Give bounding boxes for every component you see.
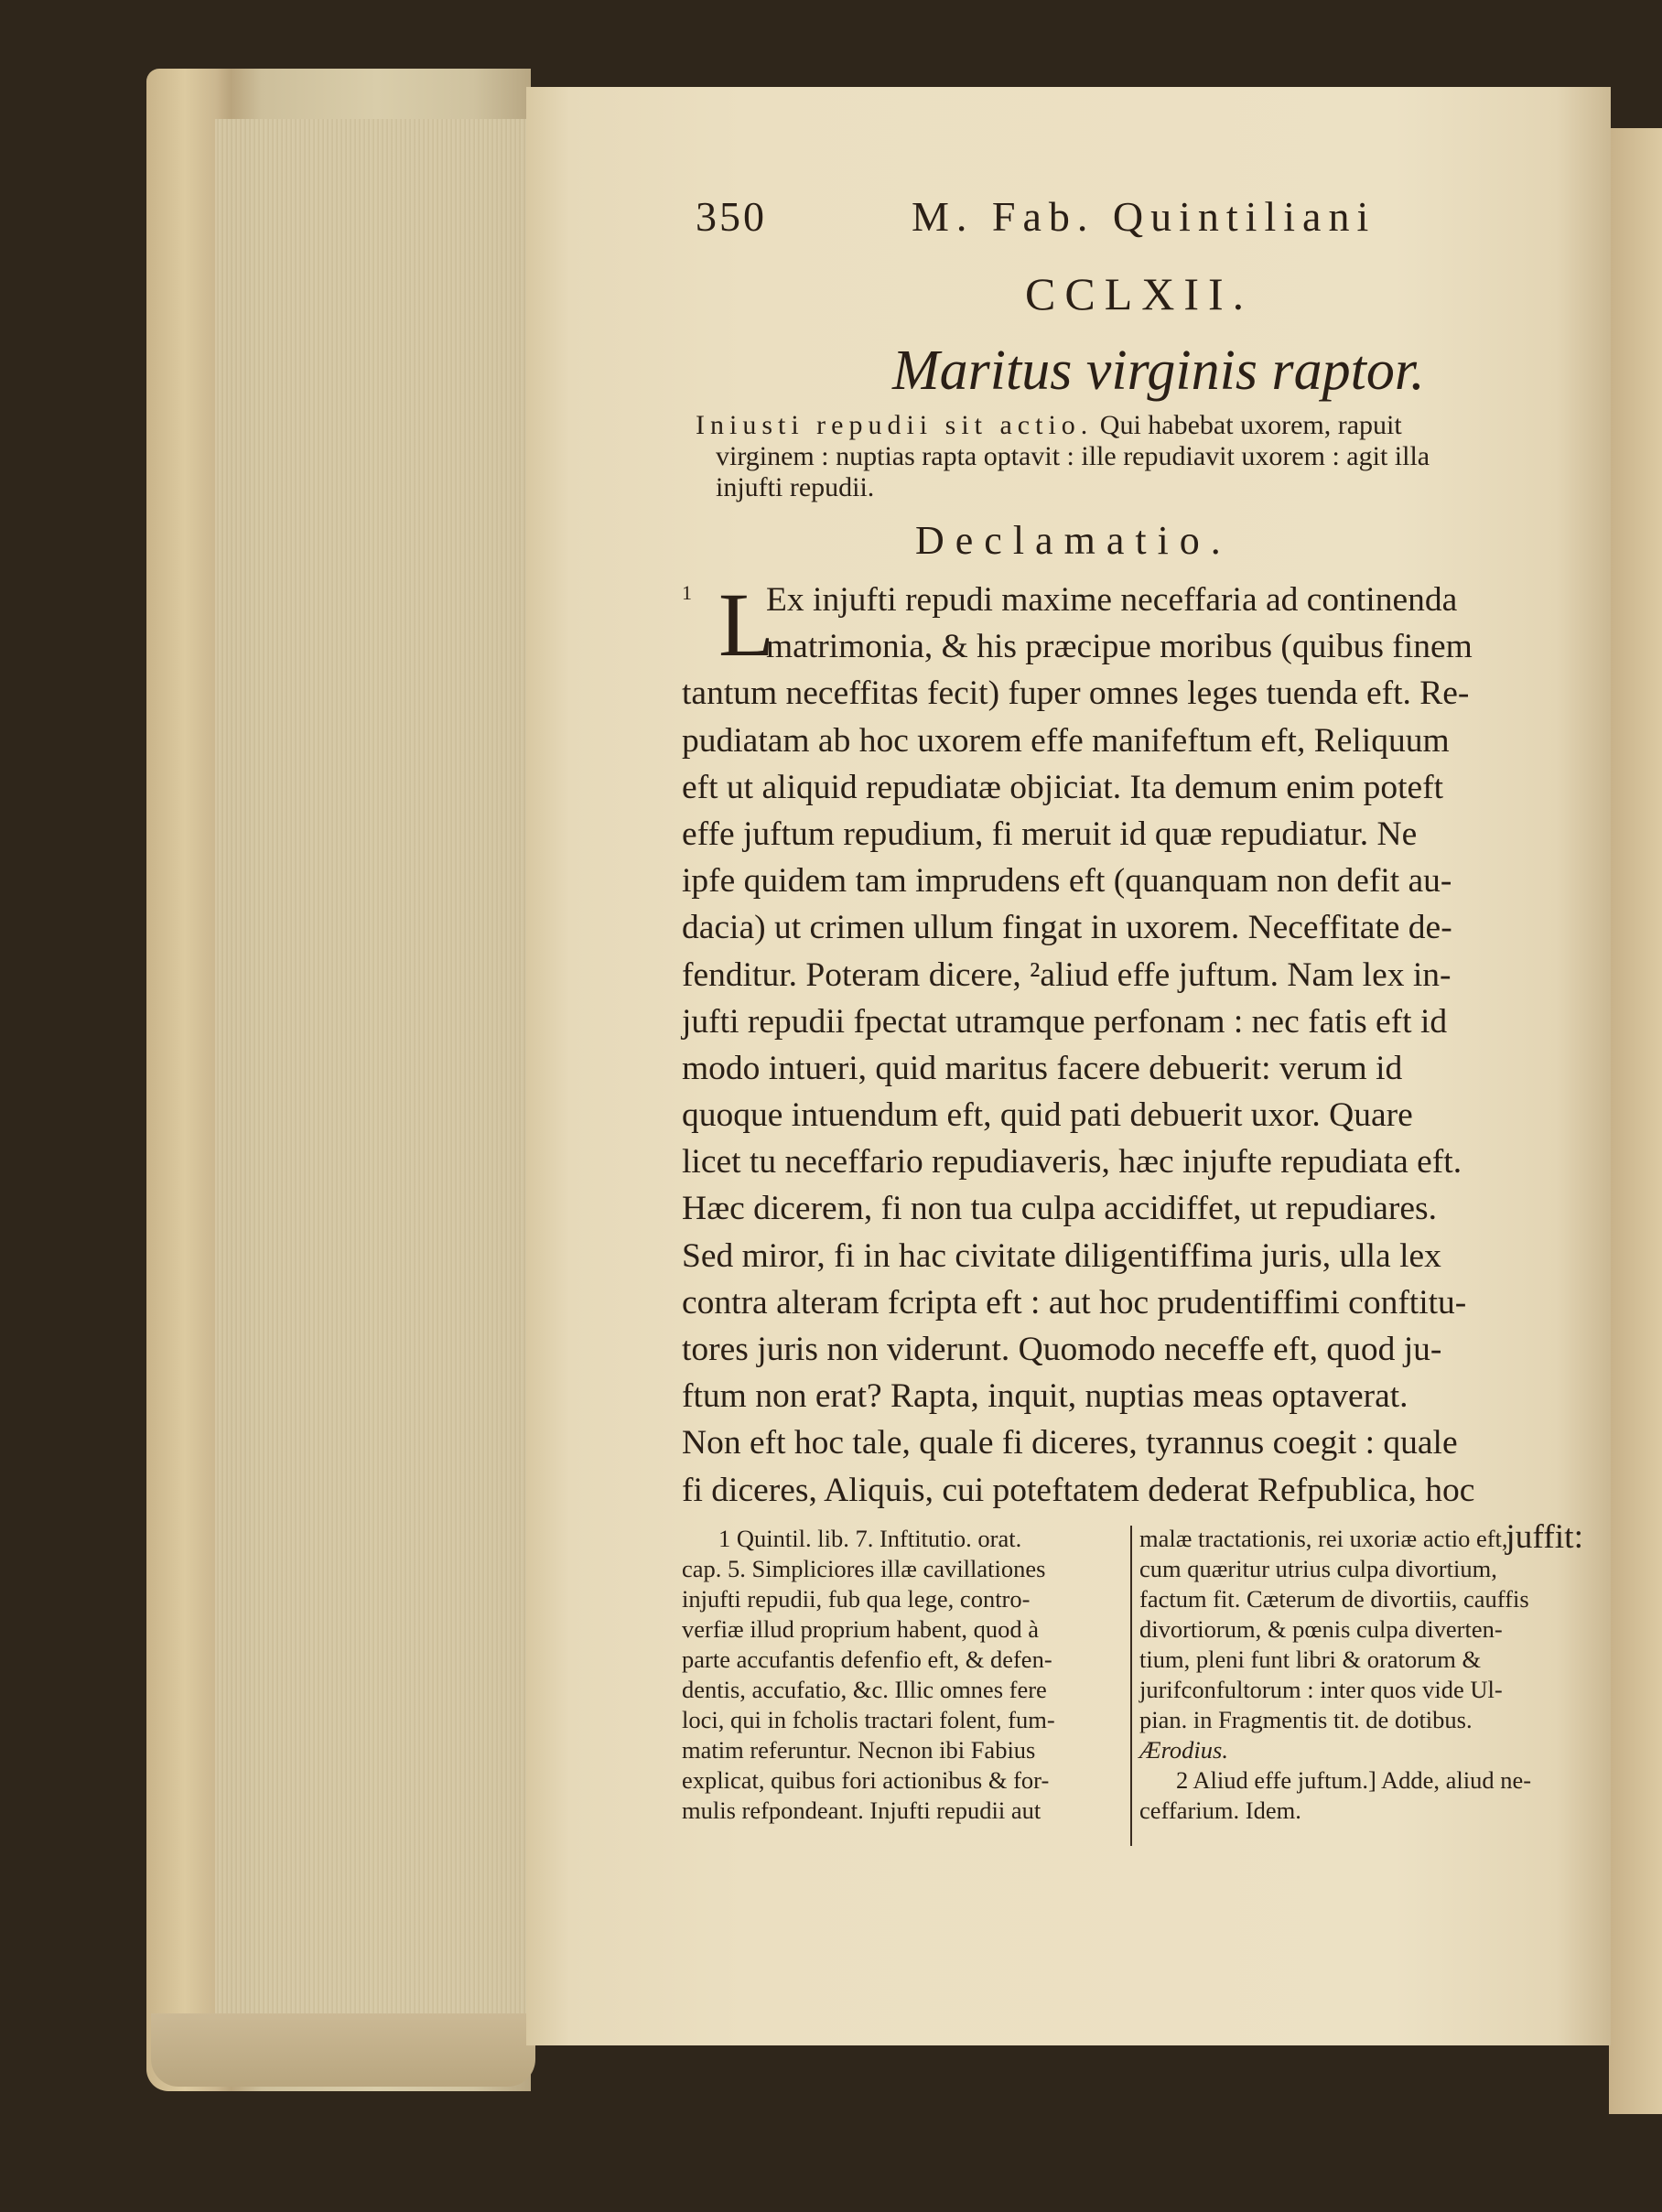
argument-line: injufti repudii. xyxy=(716,472,875,502)
body-line: jufti repudii fpectat utramque perfonam : nec fatis eft id xyxy=(682,1002,1448,1041)
running-head xyxy=(696,192,1583,247)
body-line: Sed miror, fi in hac civitate diligentiffima juris, ulla lex xyxy=(682,1236,1441,1275)
book-cover-bottom xyxy=(151,2013,535,2087)
footnote-line: jurifconfultorum : inter quos vide Ul- xyxy=(1139,1676,1503,1703)
footnote-line: factum fit. Cæterum de divortiis, cauffis xyxy=(1139,1585,1529,1613)
body-line: contra alteram fcripta eft : aut hoc prudentiffimi conftitu- xyxy=(682,1283,1467,1322)
body-line: Ex injufti repudi maxime neceffaria ad continenda xyxy=(766,581,1458,619)
footnote-marker: 1 xyxy=(682,581,692,604)
body-line: ipfe quidem tam imprudens eft (quanquam non defit au- xyxy=(682,862,1452,901)
footnote-line: cap. 5. Simpliciores illæ cavillationes xyxy=(682,1555,1046,1582)
facing-page-edge xyxy=(1609,128,1662,2114)
footnote-line: pian. in Fragmentis tit. de dotibus. xyxy=(1139,1706,1473,1733)
body-line: ftum non erat? Rapta, inquit, nuptias meas optaverat. xyxy=(682,1377,1408,1416)
footnote-line: verfiæ illud proprium habent, quod à xyxy=(682,1615,1040,1643)
footnote-line: malæ tractationis, rei uxoriæ actio eft, xyxy=(1139,1525,1508,1552)
body-line: dacia) ut crimen ullum fingat in uxorem. Neceffitate de- xyxy=(682,909,1452,947)
argument xyxy=(696,410,1588,503)
footnote-column-right xyxy=(1139,1524,1588,1826)
body-line: pudiatam ab hoc uxorem effe manifeftum eft, Reliquum xyxy=(682,721,1450,760)
body-line: eft ut aliquid repudiatæ objiciat. Ita demum enim poteft xyxy=(682,768,1444,806)
footnote-line: loci, qui in fcholis tractari folent, fum- xyxy=(682,1706,1055,1733)
footnote-divider xyxy=(1130,1526,1132,1846)
body-line: Hæc dicerem, fi non tua culpa accidiffet, ut repudiares. xyxy=(682,1190,1438,1228)
body-line: fenditur. Poteram dicere, ²aliud effe juftum. Nam lex in- xyxy=(682,955,1452,994)
footnote-line: 2 Aliud effe juftum.] Adde, aliud ne- xyxy=(1176,1766,1532,1794)
footnote-line: matim referuntur. Necnon ibi Fabius xyxy=(682,1736,1036,1764)
body-line: effe juftum repudium, fi meruit id quæ repudiatur. Ne xyxy=(682,815,1418,853)
body-line: quoque intuendum eft, quid pati debuerit uxor. Quare xyxy=(682,1096,1413,1135)
body-text xyxy=(682,574,1583,1560)
footnote-line: tium, pleni funt libri & oratorum & xyxy=(1139,1646,1482,1673)
declamatio-heading: Declamatio. xyxy=(915,518,1232,563)
argument-line: Qui habebat uxorem, rapuit xyxy=(1099,410,1402,440)
body-line: matrimonia, & his præcipue moribus (quibus finem xyxy=(766,628,1473,666)
drop-cap: L xyxy=(718,574,775,675)
footnote-line: dentis, accufatio, &c. Illic omnes fere xyxy=(682,1676,1047,1703)
declamation-number: CCLXII. xyxy=(1025,268,1254,319)
body-line: tantum neceffitas fecit) fuper omnes leges tuenda eft. Re- xyxy=(682,674,1470,713)
body-line: licet tu neceffario repudiaveris, hæc injufte repudiata eft. xyxy=(682,1143,1462,1182)
footnote-line: mulis refpondeant. Injufti repudii aut xyxy=(682,1797,1041,1824)
body-line: fi diceres, Aliquis, cui poteftatem dederat Refpublica, hoc xyxy=(682,1471,1475,1509)
footnote-line: Ærodius. xyxy=(1139,1736,1228,1764)
footnote-line: injufti repudii, fub qua lege, contro- xyxy=(682,1585,1031,1613)
body-line: modo intueri, quid maritus facere debuerit: verum id xyxy=(682,1049,1403,1087)
catchword: juffit: xyxy=(1506,1517,1583,1556)
page-number: 350 xyxy=(696,193,767,240)
footnote-line: 1 Quintil. lib. 7. Inftitutio. orat. xyxy=(718,1525,1022,1552)
argument-line: virginem : nuptias rapta optavit : ille repudiavit uxorem : agit illa xyxy=(716,441,1430,471)
footnote-line: explicat, quibus fori actionibus & for- xyxy=(682,1766,1050,1794)
footnote-line: cum quæritur utrius culpa divortium, xyxy=(1139,1555,1497,1582)
footnote-line: divortiorum, & pœnis culpa diverten- xyxy=(1139,1615,1503,1643)
footnote-line: parte accufantis defenfio eft, & defen- xyxy=(682,1646,1052,1673)
argument-label: Iniusti repudii sit actio. xyxy=(696,410,1094,440)
page-edges xyxy=(215,119,531,2050)
footnote-column-left xyxy=(682,1524,1126,1826)
body-line: tores juris non viderunt. Quomodo neceffe eft, quod ju- xyxy=(682,1331,1442,1368)
footnote-line: ceffarium. Idem. xyxy=(1139,1797,1301,1824)
running-title: M. Fab. Quintiliani xyxy=(912,193,1376,240)
body-line: Non eft hoc tale, quale fi diceres, tyrannus coegit : quale xyxy=(682,1424,1458,1462)
declamation-title: Maritus virginis raptor. xyxy=(892,340,1425,402)
